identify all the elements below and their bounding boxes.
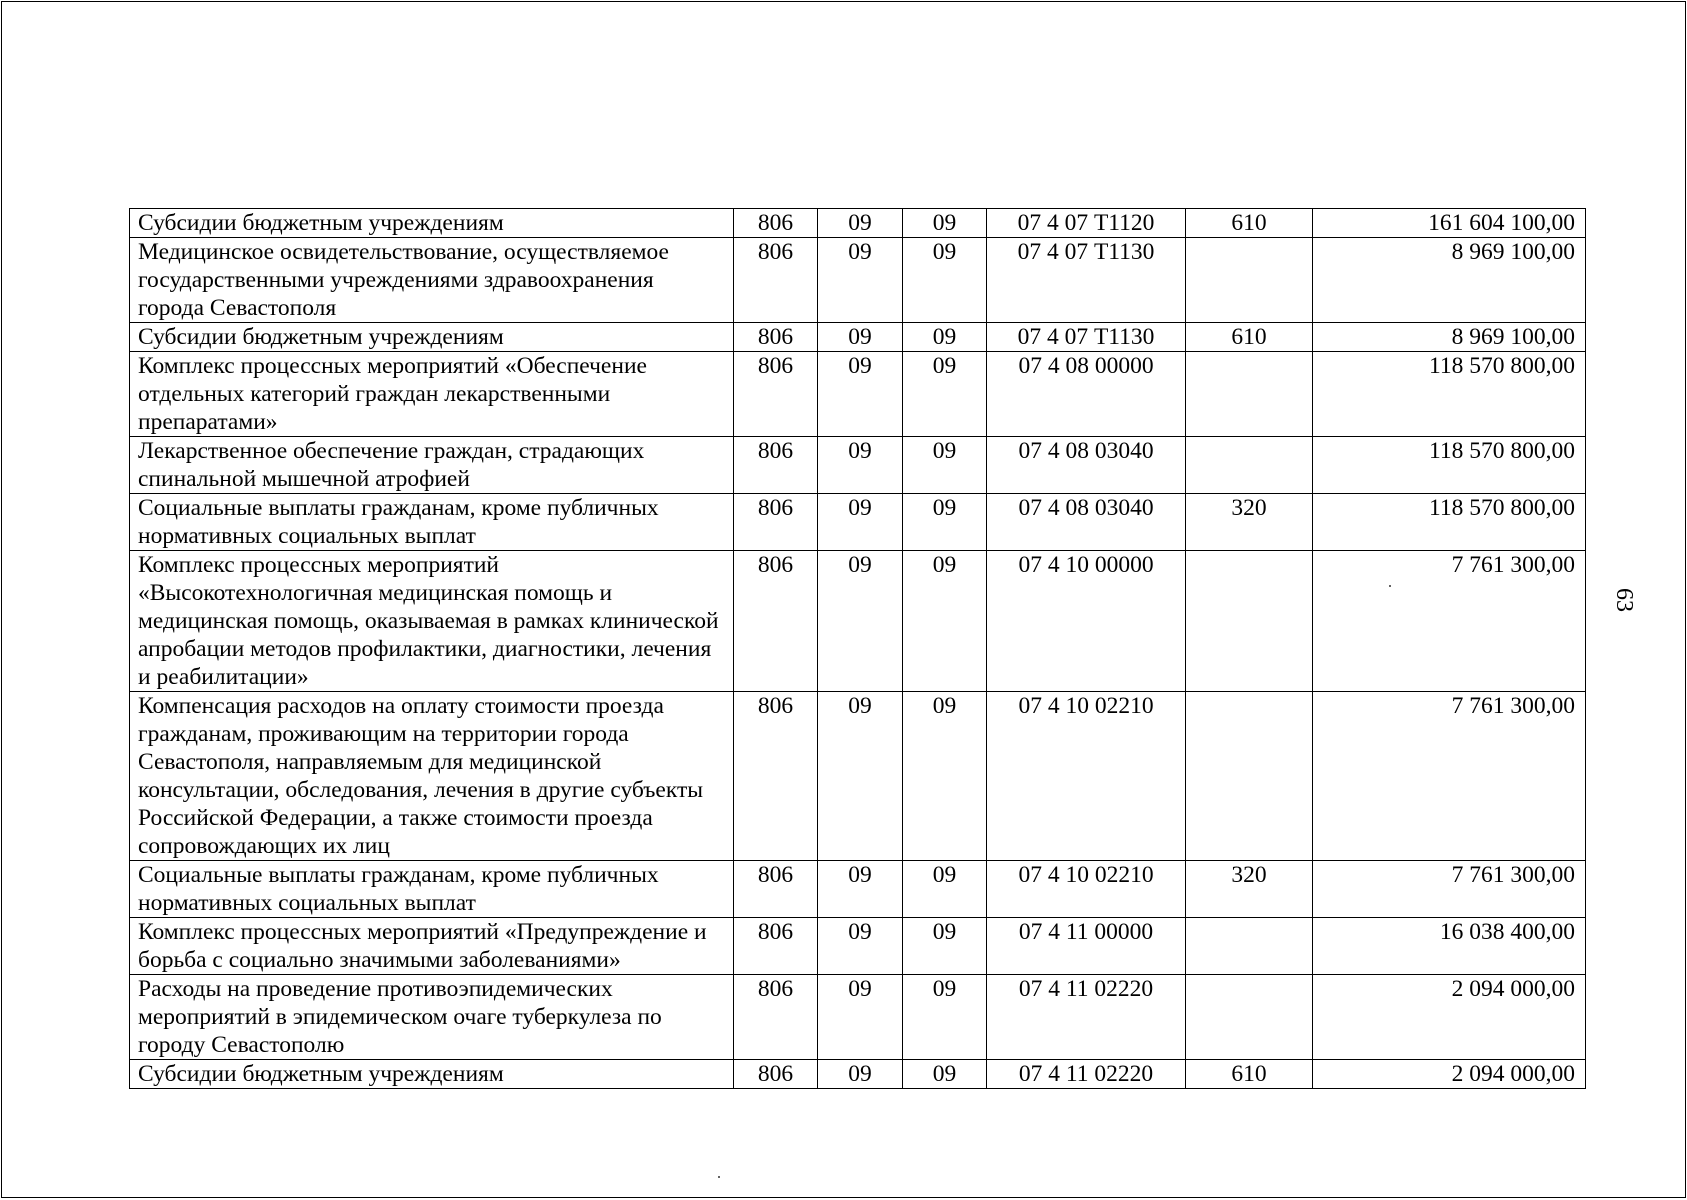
cell-grbs: 806 xyxy=(734,918,818,975)
cell-vr xyxy=(1186,918,1313,975)
cell-vr xyxy=(1186,238,1313,323)
table-row xyxy=(130,1060,1586,1089)
cell-name: Субсидии бюджетным учреждениям xyxy=(130,1060,734,1089)
cell-sum: 118 570 800,00 xyxy=(1313,437,1586,494)
cell-grbs: 806 xyxy=(734,209,818,238)
cell-pr: 09 xyxy=(903,352,987,437)
cell-sum: 2 094 000,00 xyxy=(1313,1060,1586,1089)
cell-rz: 09 xyxy=(818,975,903,1060)
cell-name: Социальные выплаты гражданам, кроме публичных нормативных социальных выплат xyxy=(130,494,734,551)
cell-sum: 7 761 300,00 xyxy=(1313,692,1586,861)
cell-grbs: 806 xyxy=(734,494,818,551)
cell-grbs: 806 xyxy=(734,323,818,352)
cell-name: Комплекс процессных мероприятий «Высокотехнологичная медицинская помощь и медицинская помощь, оказываемая в рамках клинической апробации методов профилактики, диагностики, лечения и реабилитации» xyxy=(130,551,734,692)
cell-csr: 07 4 11 02220 xyxy=(987,975,1186,1060)
cell-sum: 16 038 400,00 xyxy=(1313,918,1586,975)
cell-csr: 07 4 08 03040 xyxy=(987,437,1186,494)
cell-rz: 09 xyxy=(818,209,903,238)
cell-pr: 09 xyxy=(903,437,987,494)
cell-sum: 118 570 800,00 xyxy=(1313,494,1586,551)
cell-grbs: 806 xyxy=(734,975,818,1060)
table-row xyxy=(130,918,1586,975)
cell-vr: 610 xyxy=(1186,323,1313,352)
page-number: 63 xyxy=(1611,588,1637,612)
cell-pr: 09 xyxy=(903,918,987,975)
cell-sum: 118 570 800,00 xyxy=(1313,352,1586,437)
cell-grbs: 806 xyxy=(734,551,818,692)
cell-grbs: 806 xyxy=(734,437,818,494)
table-row xyxy=(130,209,1586,238)
table-row xyxy=(130,861,1586,918)
table-row xyxy=(130,437,1586,494)
cell-pr: 09 xyxy=(903,494,987,551)
cell-rz: 09 xyxy=(818,692,903,861)
cell-sum: 8 969 100,00 xyxy=(1313,323,1586,352)
cell-name: Медицинское освидетельствование, осуществляемое государственными учреждениями здравоохранения города Севастополя xyxy=(130,238,734,323)
cell-grbs: 806 xyxy=(734,238,818,323)
cell-vr xyxy=(1186,975,1313,1060)
cell-vr: 610 xyxy=(1186,1060,1313,1089)
cell-pr: 09 xyxy=(903,861,987,918)
table-row xyxy=(130,323,1586,352)
cell-vr: 320 xyxy=(1186,494,1313,551)
scan-speck xyxy=(1389,585,1391,587)
cell-vr xyxy=(1186,551,1313,692)
cell-rz: 09 xyxy=(818,323,903,352)
cell-name: Комплекс процессных мероприятий «Предупреждение и борьба с социально значимыми заболеваниями» xyxy=(130,918,734,975)
cell-pr: 09 xyxy=(903,1060,987,1089)
cell-pr: 09 xyxy=(903,975,987,1060)
cell-rz: 09 xyxy=(818,551,903,692)
cell-csr: 07 4 07 Т1120 xyxy=(987,209,1186,238)
cell-csr: 07 4 10 02210 xyxy=(987,692,1186,861)
cell-vr: 610 xyxy=(1186,209,1313,238)
cell-grbs: 806 xyxy=(734,861,818,918)
cell-sum: 7 761 300,00 xyxy=(1313,551,1586,692)
table-row xyxy=(130,692,1586,861)
cell-vr xyxy=(1186,692,1313,861)
table-row xyxy=(130,551,1586,692)
cell-rz: 09 xyxy=(818,494,903,551)
cell-sum: 8 969 100,00 xyxy=(1313,238,1586,323)
cell-sum: 161 604 100,00 xyxy=(1313,209,1586,238)
table-row xyxy=(130,238,1586,323)
cell-vr xyxy=(1186,352,1313,437)
cell-sum: 7 761 300,00 xyxy=(1313,861,1586,918)
cell-pr: 09 xyxy=(903,209,987,238)
cell-csr: 07 4 10 00000 xyxy=(987,551,1186,692)
cell-rz: 09 xyxy=(818,861,903,918)
cell-csr: 07 4 08 00000 xyxy=(987,352,1186,437)
cell-csr: 07 4 08 03040 xyxy=(987,494,1186,551)
cell-pr: 09 xyxy=(903,551,987,692)
cell-csr: 07 4 07 Т1130 xyxy=(987,323,1186,352)
cell-name: Субсидии бюджетным учреждениям xyxy=(130,323,734,352)
budget-table xyxy=(129,208,1586,1089)
scan-speck xyxy=(718,1176,720,1178)
cell-name: Субсидии бюджетным учреждениям xyxy=(130,209,734,238)
cell-csr: 07 4 07 Т1130 xyxy=(987,238,1186,323)
cell-csr: 07 4 11 00000 xyxy=(987,918,1186,975)
cell-vr xyxy=(1186,437,1313,494)
cell-rz: 09 xyxy=(818,437,903,494)
cell-grbs: 806 xyxy=(734,692,818,861)
cell-vr: 320 xyxy=(1186,861,1313,918)
cell-sum: 2 094 000,00 xyxy=(1313,975,1586,1060)
cell-pr: 09 xyxy=(903,238,987,323)
cell-name: Социальные выплаты гражданам, кроме публичных нормативных социальных выплат xyxy=(130,861,734,918)
cell-pr: 09 xyxy=(903,692,987,861)
table-row xyxy=(130,494,1586,551)
cell-grbs: 806 xyxy=(734,1060,818,1089)
cell-name: Лекарственное обеспечение граждан, страдающих спинальной мышечной атрофией xyxy=(130,437,734,494)
cell-rz: 09 xyxy=(818,238,903,323)
cell-name: Расходы на проведение противоэпидемических мероприятий в эпидемическом очаге туберкулеза по городу Севастополю xyxy=(130,975,734,1060)
cell-csr: 07 4 10 02210 xyxy=(987,861,1186,918)
table-body xyxy=(130,209,1586,1089)
cell-csr: 07 4 11 02220 xyxy=(987,1060,1186,1089)
cell-pr: 09 xyxy=(903,323,987,352)
cell-rz: 09 xyxy=(818,1060,903,1089)
cell-rz: 09 xyxy=(818,918,903,975)
cell-rz: 09 xyxy=(818,352,903,437)
cell-grbs: 806 xyxy=(734,352,818,437)
cell-name: Компенсация расходов на оплату стоимости проезда гражданам, проживающим на территории города Севастополя, направляемым для медицинской консультации, обследования, лечения в другие субъекты Российской Федерации, а также стоимости проезда сопровождающих их лиц xyxy=(130,692,734,861)
table-row xyxy=(130,352,1586,437)
cell-name: Комплекс процессных мероприятий «Обеспечение отдельных категорий граждан лекарственными препаратами» xyxy=(130,352,734,437)
table-row xyxy=(130,975,1586,1060)
